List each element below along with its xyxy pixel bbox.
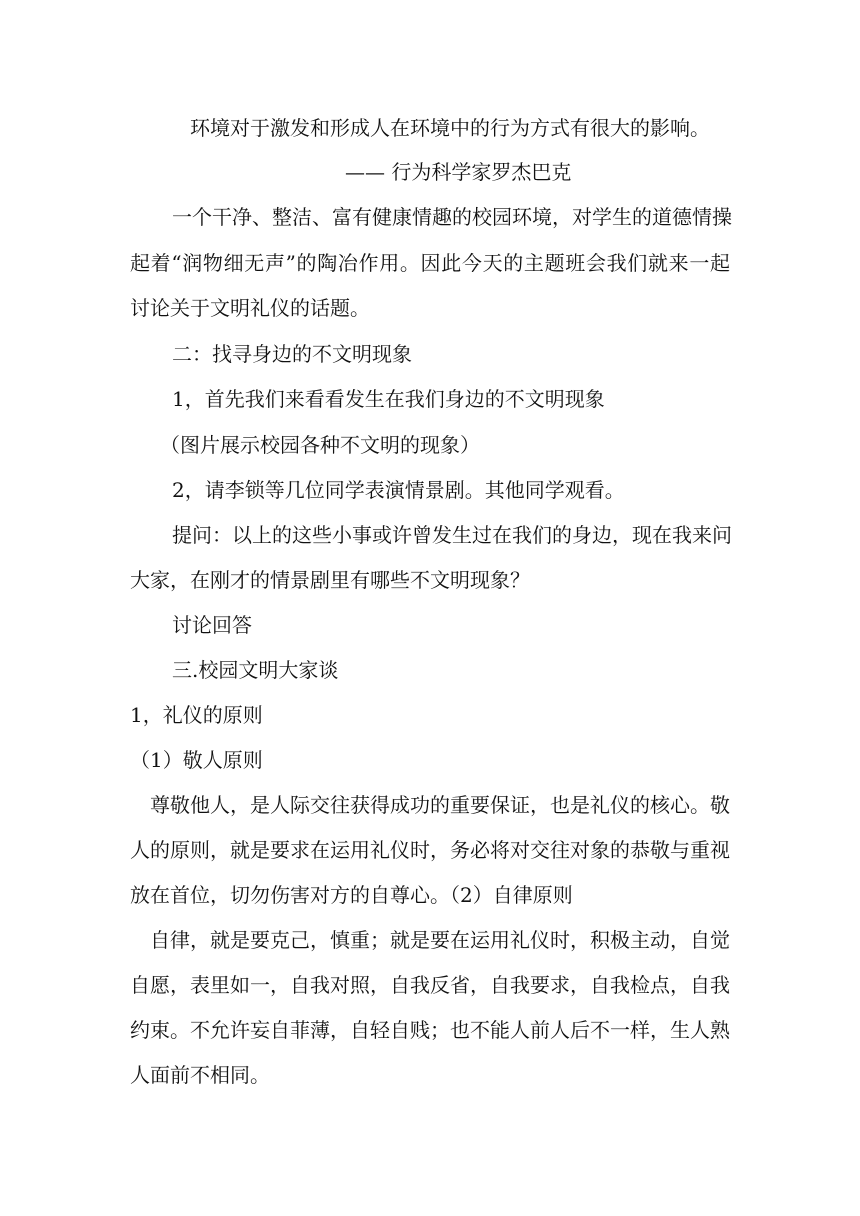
question-line-1: 提问：以上的这些小事或许曾发生过在我们的身边，现在我来问 [172,523,732,547]
item2-text: 2，请李锁等几位同学表演情景剧。其他同学观看。 [172,478,625,502]
principle2-line-2: 自愿，表里如一，自我对照，自我反省，自我要求，自我检点，自我 [130,973,730,997]
item1-text: 1，首先我们来看看发生在我们身边的不文明现象 [172,387,605,411]
discussion-text: 讨论回答 [172,613,252,637]
principle2-line-1: 自律，就是要克己，慎重；就是要在运用礼仪时，积极主动，自觉 [150,928,730,952]
principle2-line-3: 约束。不允许妄自菲薄，自轻自贱；也不能人前人后不一样，生人熟 [130,1018,730,1042]
item1-note: （图片展示校园各种不文明的现象） [160,433,480,457]
intro-line-1: 一个干净、整洁、富有健康情趣的校园环境，对学生的道德情操 [172,205,732,229]
section3-heading: 三.校园文明大家谈 [172,658,339,682]
intro-line-3: 讨论关于文明礼仪的话题。 [130,296,370,320]
principle1-line-2: 人的原则，就是要求在运用礼仪时，务必将对交往对象的恭敬与重视 [130,838,730,862]
question-line-2: 大家，在刚才的情景剧里有哪些不文明现象？ [130,568,530,592]
principles-heading: 1，礼仪的原则 [130,703,263,727]
section2-heading: 二：找寻身边的不文明现象 [172,342,412,366]
principle2-line-4: 人面前不相同。 [130,1063,270,1087]
intro-line-2: 起着“润物细无声”的陶冶作用。因此今天的主题班会我们就来一起 [130,251,730,275]
principle1-heading: （1）敬人原则 [130,748,263,772]
principle1-line-3: 放在首位，切勿伤害对方的自尊心。（2）自律原则 [130,883,573,907]
quote-attribution: —— 行为科学家罗杰巴克 [345,160,572,184]
principle1-line-1: 尊敬他人，是人际交往获得成功的重要保证，也是礼仪的核心。敬 [150,793,730,817]
quote-text: 环境对于激发和形成人在环境中的行为方式有很大的影响。 [190,116,710,140]
